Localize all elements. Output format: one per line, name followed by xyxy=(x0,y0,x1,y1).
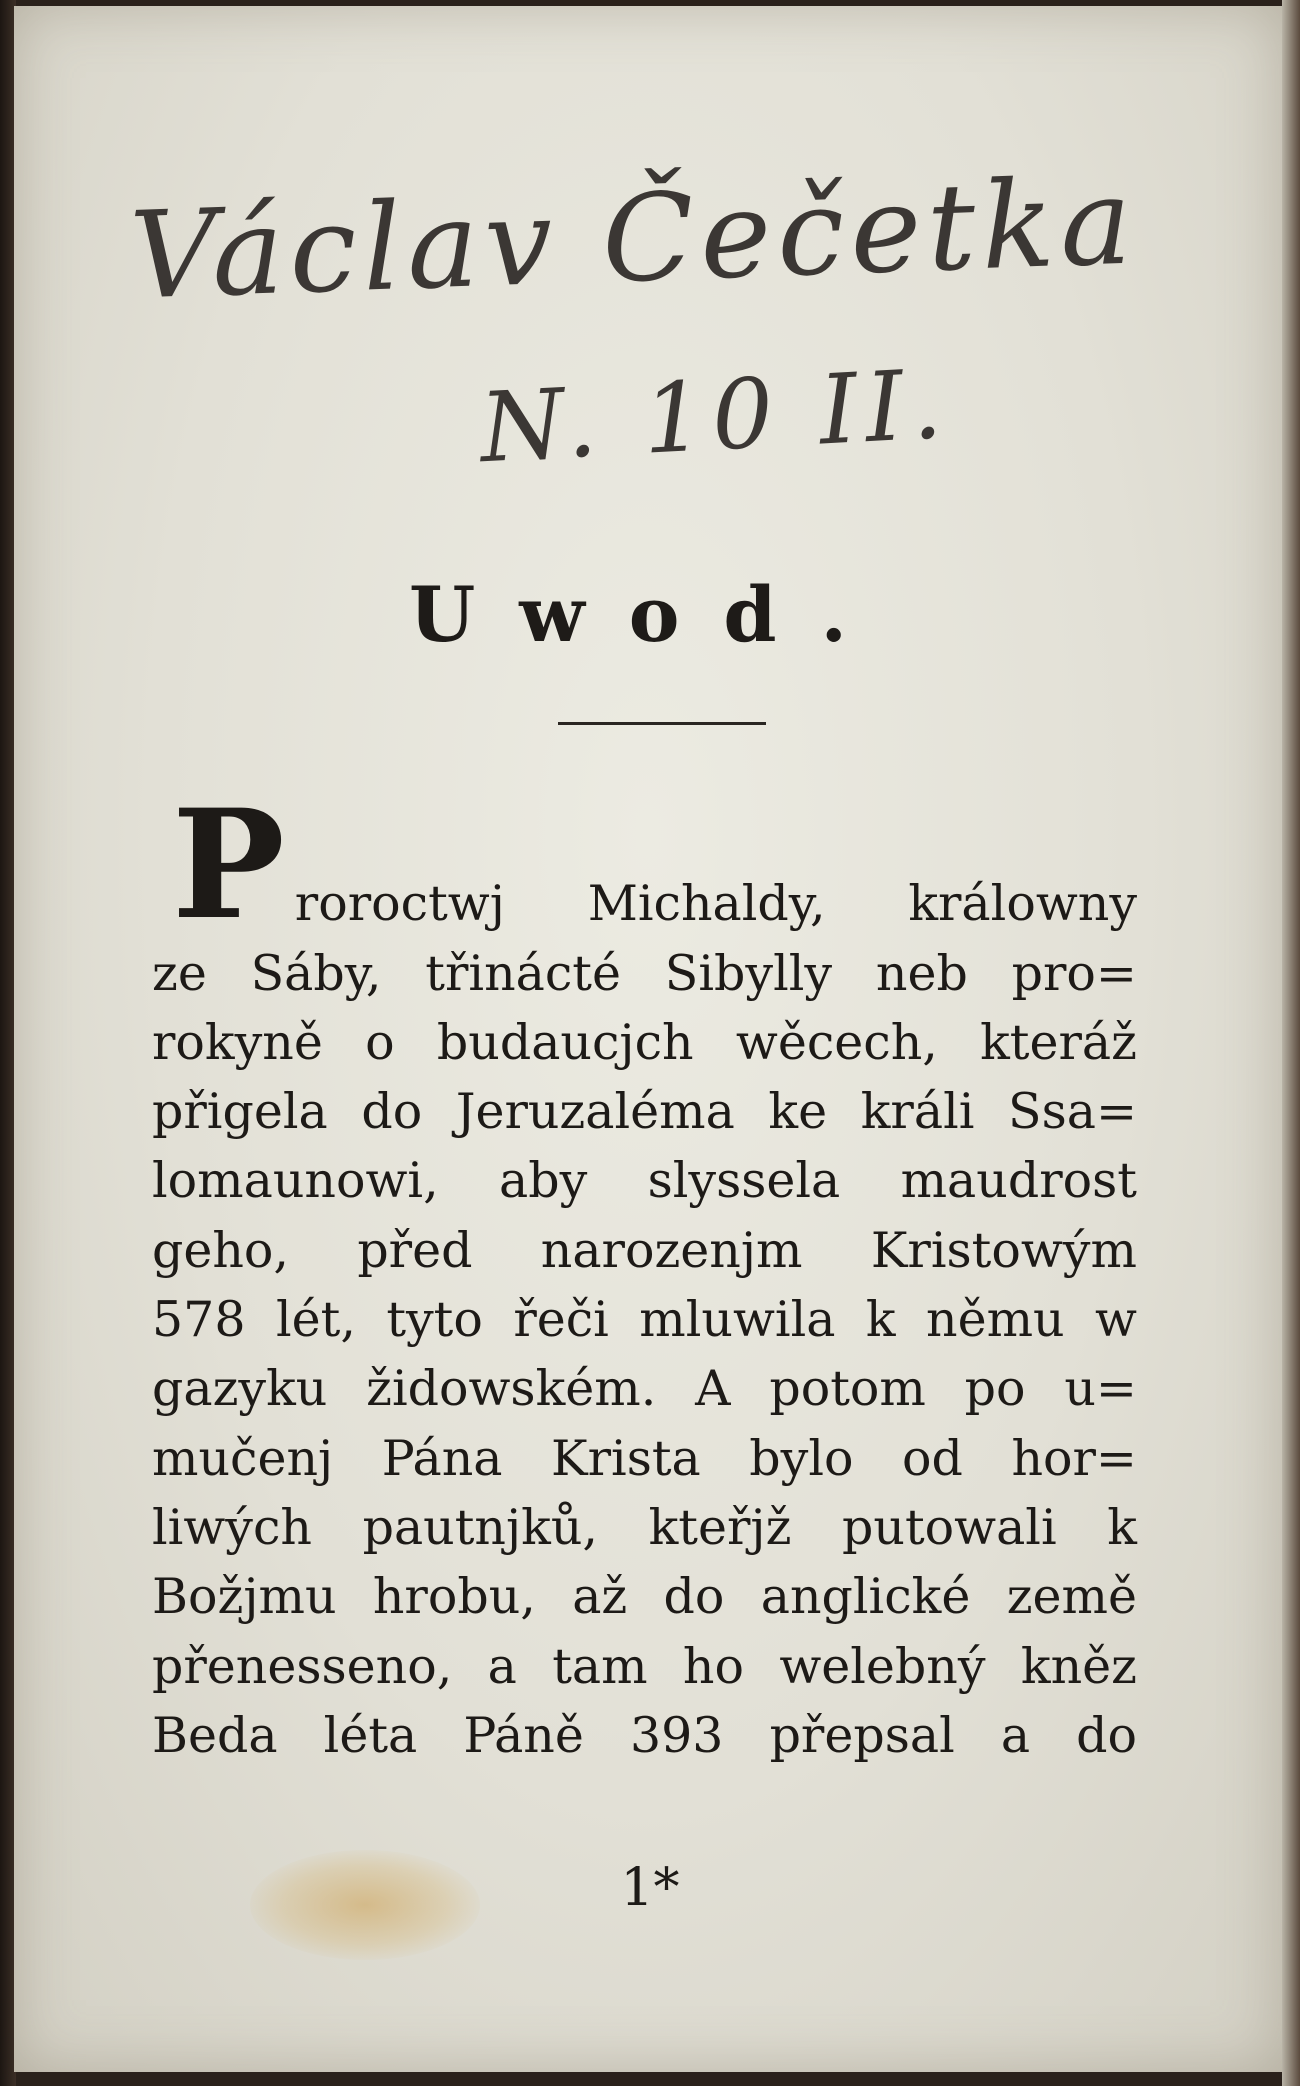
text-line: mučenj Pána Krista bylo od hor= xyxy=(152,1429,1137,1487)
text-line: Božjmu hrobu, až do anglické země xyxy=(152,1568,1137,1626)
text-line: přigela do Jeruzaléma ke králi Ssa= xyxy=(152,1083,1137,1141)
handwritten-inscription xyxy=(120,150,1180,530)
drop-cap: P xyxy=(172,777,285,953)
page-title: Uwod. xyxy=(409,570,891,659)
text-line: ze Sáby, třinácté Sibylly neb pro= xyxy=(152,944,1137,1002)
inscription-number: N. 10 II. xyxy=(477,347,953,485)
text-line: geho, před narozenjm Kristowým xyxy=(152,1221,1137,1279)
text-line: Beda léta Páně 393 přepsal a do xyxy=(152,1706,1137,1764)
text-line: rokyně o budaucjch wěcech, kteráž xyxy=(152,1013,1137,1071)
page-edge xyxy=(1282,0,1300,2086)
text-line: roroctwj Michaldy, králowny xyxy=(294,875,1137,933)
text-line: gazyku židowském. A potom po u= xyxy=(152,1360,1137,1418)
text-line: liwých pautnjků, kteřjž putowali k xyxy=(152,1498,1137,1556)
text-line: 578 lét, tyto řeči mluwila k němu w xyxy=(152,1291,1137,1349)
body-text xyxy=(152,777,1137,1770)
text-line: přenesseno, a tam ho welebný kněz xyxy=(152,1637,1137,1695)
text-line: lomaunowi, aby slyssela maudrost xyxy=(152,1152,1137,1210)
owner-signature: Václav Čečetka xyxy=(127,152,1140,327)
page-number: 1* xyxy=(620,1858,680,1918)
title-divider xyxy=(558,722,766,725)
